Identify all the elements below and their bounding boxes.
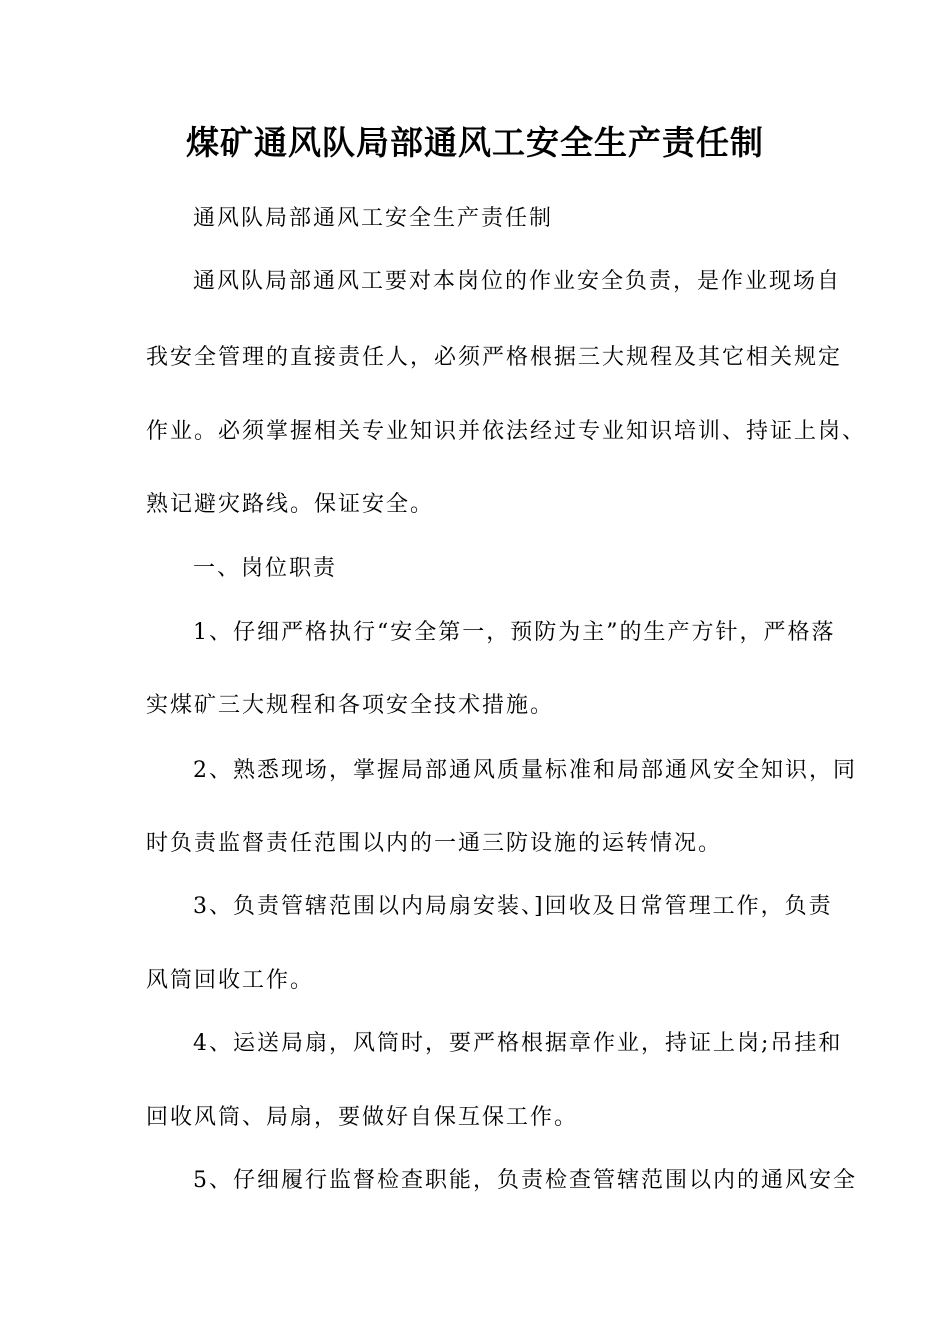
paragraph-line: 回收风筒、局扇，要做好自保互保工作。: [146, 1105, 579, 1130]
paragraph-line: 通风队局部通风工要对本岗位的作业安全负责，是作业现场自: [193, 269, 842, 294]
paragraph-line: 时负责监督责任范围以内的一通三防设施的运转情况。: [146, 831, 723, 856]
document-subtitle: 通风队局部通风工安全生产责任制: [193, 206, 554, 231]
paragraph-line: 4、运送局扇，风筒时，要严格根据章作业，持证上岗;吊挂和: [193, 1031, 843, 1056]
paragraph-line: 熟记避灾路线。保证安全。: [146, 492, 435, 517]
paragraph-line: 实煤矿三大规程和各项安全技术措施。: [146, 693, 555, 718]
paragraph-line: 3、负责管辖范围以内局扇安装、]回收及日常管理工作，负责: [193, 894, 833, 919]
paragraph-line: 风筒回收工作。: [146, 968, 315, 993]
document-title: 煤矿通风队局部通风工安全生产责任制: [186, 123, 764, 162]
paragraph-line: 2、熟悉现场，掌握局部通风质量标准和局部通风安全知识，同: [193, 758, 857, 783]
paragraph-line: 作业。必须掌握相关专业知识并依法经过专业知识培训、持证上岗、: [146, 419, 867, 444]
section-heading: 一、岗位职责: [193, 556, 338, 581]
paragraph-line: 我安全管理的直接责任人，必须严格根据三大规程及其它相关规定: [146, 345, 843, 370]
paragraph-line: 5、仔细履行监督检查职能，负责检查管辖范围以内的通风安全: [193, 1168, 857, 1193]
paragraph-line: 1、仔细严格执行“安全第一，预防为主”的生产方针，严格落: [193, 620, 836, 645]
